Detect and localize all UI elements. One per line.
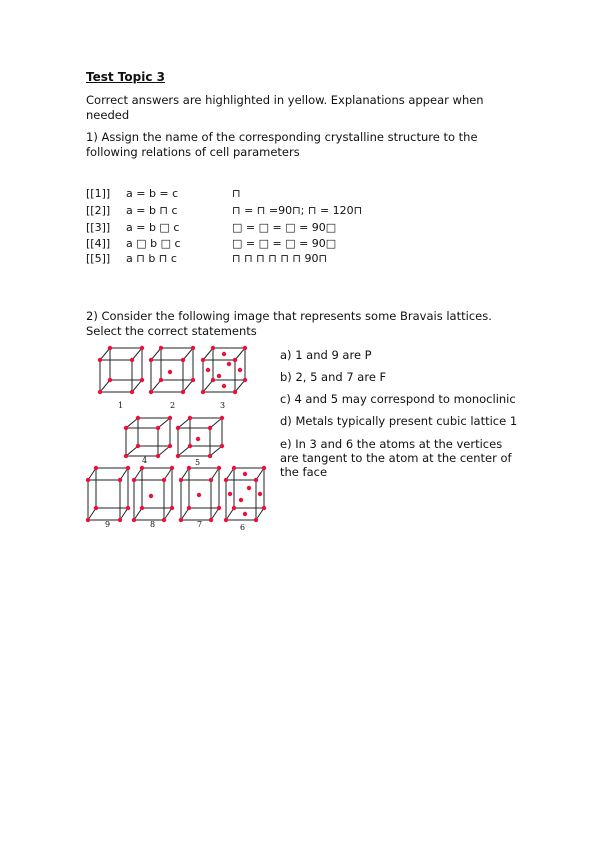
lattice-edge <box>210 418 222 428</box>
cell-angles: ⊓ = ⊓ =90⊓; ⊓ = 120⊓ <box>232 204 363 217</box>
page-title: Test Topic 3 <box>86 70 165 84</box>
lattice-label: 9 <box>105 520 111 529</box>
blank-label[interactable]: [[5]] <box>86 252 111 265</box>
lattice-atom <box>224 518 228 522</box>
cell-params: a = b = c <box>126 187 179 200</box>
cell-params: a □ b □ c <box>126 237 181 250</box>
lattice-atom <box>98 358 102 362</box>
lattice-edge <box>151 380 161 392</box>
lattice-label: 3 <box>220 401 226 410</box>
lattice-edge <box>178 446 190 456</box>
lattice-atom <box>149 358 153 362</box>
lattice-atom <box>254 478 258 482</box>
lattice-atom <box>243 346 247 350</box>
lattice-atom <box>187 466 191 470</box>
cell-angles: ⊓ <box>232 187 241 200</box>
lattice-atom <box>140 346 144 350</box>
lattice-atom <box>86 478 90 482</box>
lattice-label: 1 <box>118 401 124 410</box>
lattice-label: 7 <box>197 520 203 529</box>
lattice-edge <box>100 380 110 392</box>
lattice-atom <box>118 478 122 482</box>
lattice-atom <box>217 506 221 510</box>
lattice-atom <box>224 478 228 482</box>
lattice-atom <box>179 478 183 482</box>
lattice-atom <box>243 512 247 516</box>
lattice-atom <box>201 358 205 362</box>
lattice-atom <box>156 454 160 458</box>
option-b[interactable]: b) 2, 5 and 7 are F <box>280 370 387 384</box>
lattice-atom <box>170 466 174 470</box>
lattice-atom <box>254 518 258 522</box>
lattice-atom <box>149 494 153 498</box>
cell-angles: ⊓ ⊓ ⊓ ⊓ ⊓ ⊓ 90⊓ <box>232 252 328 265</box>
lattice-atom <box>211 378 215 382</box>
question-2-prompt: 2) Consider the following image that represents some Bravais lattices. Select the correct statements <box>86 309 492 338</box>
lattice-atom <box>162 518 166 522</box>
lattice-atom <box>156 426 160 430</box>
blank-label[interactable]: [[1]] <box>86 187 111 200</box>
lattice-atom <box>227 362 231 366</box>
lattice-atom <box>201 390 205 394</box>
lattice-edge <box>100 348 110 360</box>
lattice-atom <box>217 466 221 470</box>
question-1-prompt: 1) Assign the name of the corresponding crystalline structure to the following relations of cell parameters <box>86 130 478 159</box>
lattice-edge <box>183 380 193 392</box>
lattice-edge <box>158 418 170 428</box>
lattice-atom <box>124 454 128 458</box>
lattice-atom <box>262 506 266 510</box>
lattice-atom <box>168 370 172 374</box>
lattice-atom <box>232 506 236 510</box>
lattice-atom <box>247 486 251 490</box>
lattice-atom <box>197 493 201 497</box>
lattice-edge <box>203 380 213 392</box>
lattice-atom <box>209 518 213 522</box>
lattice-atom <box>233 390 237 394</box>
lattice-atom <box>222 384 226 388</box>
lattice-atom <box>206 368 210 372</box>
lattice-atom <box>108 378 112 382</box>
lattice-atom <box>132 518 136 522</box>
lattice-atom <box>217 374 221 378</box>
lattice-atom <box>228 492 232 496</box>
lattice-label: 6 <box>240 523 246 532</box>
lattice-atom <box>239 498 243 502</box>
lattice-atom <box>211 346 215 350</box>
lattice-atom <box>187 506 191 510</box>
lattice-edge <box>126 418 138 428</box>
lattice-atom <box>108 346 112 350</box>
blank-label[interactable]: [[2]] <box>86 204 111 217</box>
lattice-atom <box>168 444 172 448</box>
lattice-edge <box>158 446 170 456</box>
lattice-atom <box>170 506 174 510</box>
lattice-edge <box>132 380 142 392</box>
lattice-atom <box>86 518 90 522</box>
lattice-atom <box>140 466 144 470</box>
lattice-atom <box>209 478 213 482</box>
lattice-edge <box>132 348 142 360</box>
lattice-atom <box>188 444 192 448</box>
lattice-edge <box>203 348 213 360</box>
lattice-atom <box>140 506 144 510</box>
lattice-atom <box>179 518 183 522</box>
lattice-edge <box>210 446 222 456</box>
lattice-atom <box>232 466 236 470</box>
option-c[interactable]: c) 4 and 5 may correspond to monoclinic <box>280 392 516 406</box>
lattice-edge <box>235 380 245 392</box>
lattice-edge <box>126 446 138 456</box>
lattice-atom <box>126 466 130 470</box>
lattice-atom <box>191 346 195 350</box>
lattice-label: 8 <box>150 520 156 529</box>
lattice-label: 4 <box>142 456 148 465</box>
lattice-atom <box>132 478 136 482</box>
blank-label[interactable]: [[4]] <box>86 237 111 250</box>
cell-params: a = b □ c <box>126 221 180 234</box>
lattice-edge <box>178 418 190 428</box>
lattice-atom <box>98 390 102 394</box>
lattice-atom <box>126 506 130 510</box>
option-e[interactable]: e) In 3 and 6 the atoms at the vertices are tangent to the atom at the center of the face <box>280 437 512 479</box>
lattice-atom <box>181 390 185 394</box>
lattice-atom <box>243 472 247 476</box>
lattice-atom <box>140 378 144 382</box>
lattice-atom <box>191 378 195 382</box>
cell-params: a = b ⊓ c <box>126 204 178 217</box>
lattice-atom <box>188 416 192 420</box>
lattice-atom <box>130 358 134 362</box>
lattice-atom <box>176 454 180 458</box>
lattice-atom <box>149 390 153 394</box>
lattice-edge <box>151 348 161 360</box>
lattice-atom <box>196 437 200 441</box>
lattice-atom <box>176 426 180 430</box>
lattice-atom <box>238 368 242 372</box>
intro-text: Correct answers are highlighted in yellow. Explanations appear when needed <box>86 93 484 122</box>
lattice-edge <box>183 348 193 360</box>
lattice-atom <box>262 466 266 470</box>
lattice-atom <box>258 492 262 496</box>
option-d[interactable]: d) Metals typically present cubic lattice 1 <box>280 414 518 428</box>
lattice-atom <box>94 506 98 510</box>
lattice-atom <box>94 466 98 470</box>
lattice-atom <box>243 378 247 382</box>
lattice-atom <box>168 416 172 420</box>
lattice-atom <box>220 444 224 448</box>
lattice-label: 5 <box>195 458 201 467</box>
lattice-atom <box>162 478 166 482</box>
cell-angles: □ = □ = □ = 90□ <box>232 237 337 250</box>
cell-params: a ⊓ b ⊓ c <box>126 252 177 265</box>
lattice-atom <box>118 518 122 522</box>
lattice-atom <box>130 390 134 394</box>
lattice-edge <box>235 348 245 360</box>
lattice-atom <box>233 358 237 362</box>
lattice-atom <box>159 346 163 350</box>
lattice-atom <box>159 378 163 382</box>
lattice-atom <box>208 426 212 430</box>
lattice-atom <box>181 358 185 362</box>
lattice-atom <box>136 444 140 448</box>
cell-angles: □ = □ = □ = 90□ <box>232 221 337 234</box>
lattice-atom <box>124 426 128 430</box>
lattice-atom <box>222 352 226 356</box>
lattice-atom <box>136 416 140 420</box>
blank-label[interactable]: [[3]] <box>86 221 111 234</box>
lattice-atom <box>208 454 212 458</box>
lattice-atom <box>220 416 224 420</box>
option-a[interactable]: a) 1 and 9 are P <box>280 348 372 362</box>
lattice-label: 2 <box>170 401 176 410</box>
